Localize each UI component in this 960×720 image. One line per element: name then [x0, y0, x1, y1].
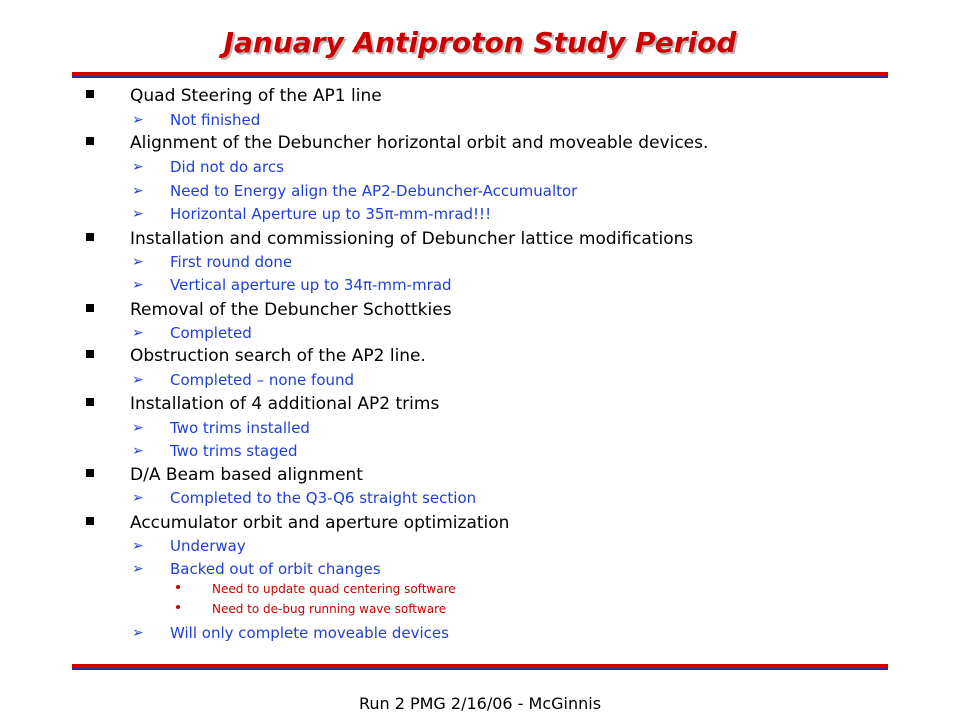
- bullet-text: Did not do arcs: [170, 158, 284, 176]
- square-bullet-icon: [86, 90, 94, 98]
- dot-bullet-icon: [176, 605, 180, 609]
- arrow-bullet-icon: ➢: [132, 625, 144, 641]
- arrow-bullet-icon: ➢: [132, 254, 144, 270]
- square-bullet-icon: [86, 137, 94, 145]
- bullet-text: Need to de-bug running wave software: [212, 602, 447, 616]
- arrow-bullet-icon: ➢: [132, 443, 144, 459]
- title-rule-blue: [72, 76, 888, 78]
- arrow-bullet-icon: ➢: [132, 372, 144, 388]
- bullet-text: First round done: [170, 253, 293, 271]
- footer-rule-blue: [72, 668, 888, 670]
- square-bullet-icon: [86, 233, 94, 241]
- bullet-text: Obstruction search of the AP2 line.: [130, 346, 426, 366]
- bullet-text: Will only complete moveable devices: [170, 624, 449, 642]
- bullet-text: Backed out of orbit changes: [170, 560, 381, 578]
- square-bullet-icon: [86, 350, 94, 358]
- arrow-bullet-icon: ➢: [132, 538, 144, 554]
- square-bullet-icon: [86, 304, 94, 312]
- arrow-bullet-icon: ➢: [132, 206, 144, 222]
- footer-text: Run 2 PMG 2/16/06 - McGinnis: [358, 694, 602, 713]
- square-bullet-icon: [86, 398, 94, 406]
- bullet-text: Completed: [170, 324, 252, 342]
- bullet-text: Removal of the Debuncher Schottkies: [130, 300, 452, 320]
- arrow-bullet-icon: ➢: [132, 490, 144, 506]
- arrow-bullet-icon: ➢: [132, 561, 144, 577]
- bullet-text: Installation of 4 additional AP2 trims: [130, 394, 440, 414]
- arrow-bullet-icon: ➢: [132, 277, 144, 293]
- bullet-text: Two trims staged: [170, 442, 298, 460]
- arrow-bullet-icon: ➢: [132, 420, 144, 436]
- bullet-text: Quad Steering of the AP1 line: [130, 86, 382, 106]
- bullet-text: Completed – none found: [170, 371, 355, 389]
- bullet-text: Underway: [170, 537, 246, 555]
- bullet-text: Horizontal Aperture up to 35π-mm-mrad!!!: [170, 205, 492, 223]
- bullet-text: Not finished: [170, 111, 261, 129]
- bullet-text: Accumulator orbit and aperture optimization: [130, 513, 510, 533]
- bullet-text: Two trims installed: [170, 419, 310, 437]
- bullet-text: Installation and commissioning of Debuncher lattice modifications: [130, 229, 694, 249]
- bullet-text: Alignment of the Debuncher horizontal orbit and moveable devices.: [130, 133, 709, 153]
- bullet-text: Vertical aperture up to 34π-mm-mrad: [170, 276, 452, 294]
- arrow-bullet-icon: ➢: [132, 183, 144, 199]
- bullet-text: Need to update quad centering software: [212, 582, 456, 596]
- dot-bullet-icon: [176, 585, 180, 589]
- square-bullet-icon: [86, 469, 94, 477]
- bullet-text: Completed to the Q3-Q6 straight section: [170, 489, 477, 507]
- arrow-bullet-icon: ➢: [132, 325, 144, 341]
- slide-title: January Antiproton Study Period: [223, 26, 737, 59]
- bullet-text: D/A Beam based alignment: [130, 465, 363, 485]
- bullet-text: Need to Energy align the AP2-Debuncher-Accumualtor: [170, 182, 578, 200]
- arrow-bullet-icon: ➢: [132, 159, 144, 175]
- square-bullet-icon: [86, 517, 94, 525]
- arrow-bullet-icon: ➢: [132, 112, 144, 128]
